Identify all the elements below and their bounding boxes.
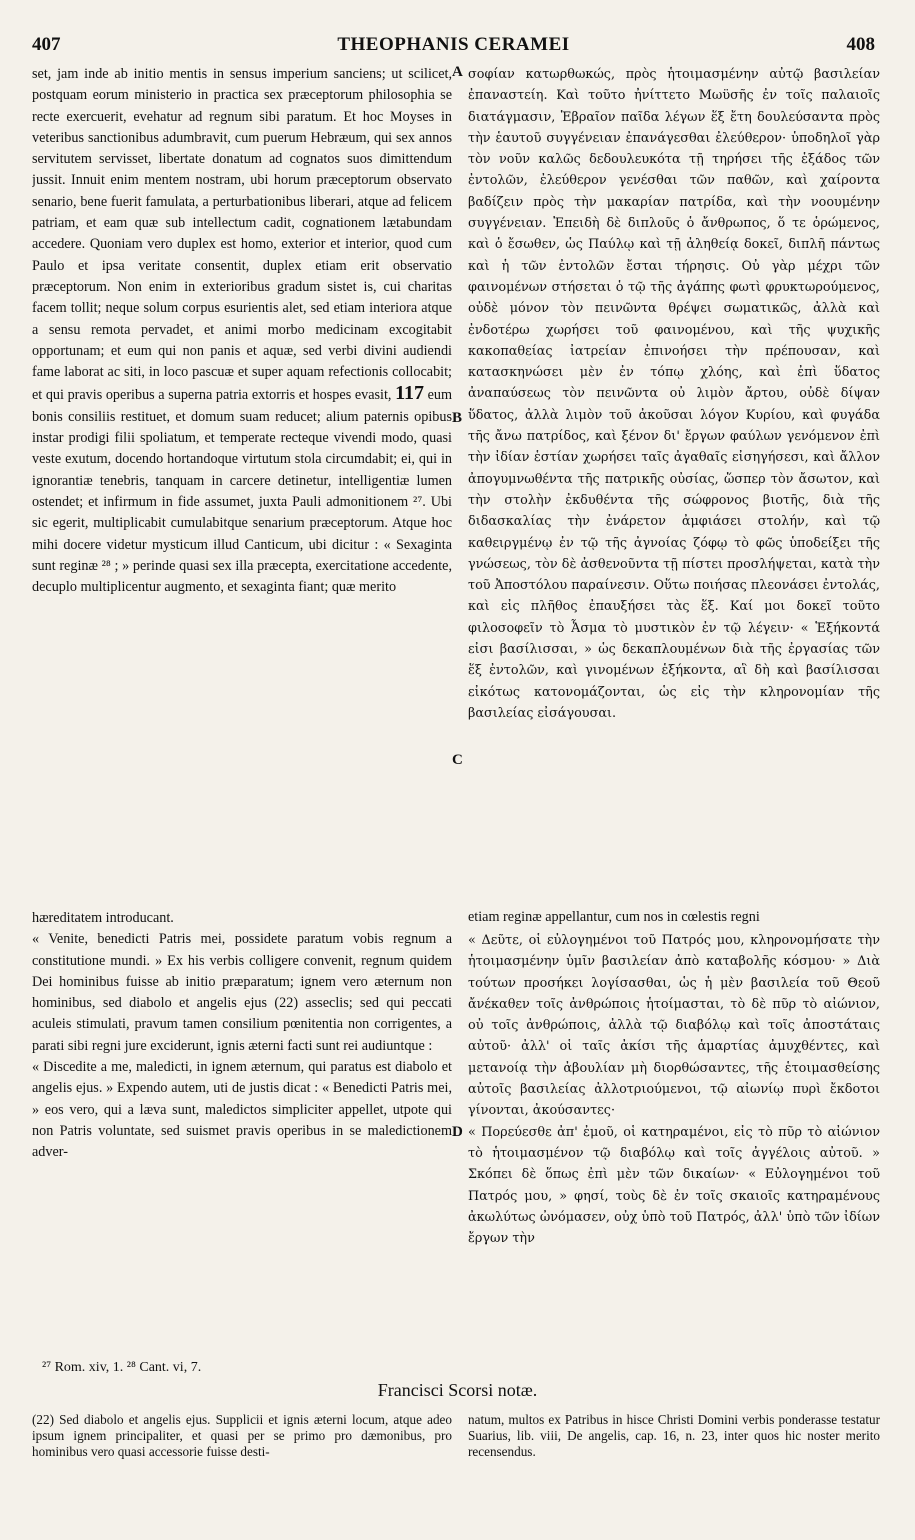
latin-column-upper (32, 64, 452, 886)
latin-text-1: set, jam inde ab initio mentis in sensus imperium sanciens; ut scilicet, postquam eorum ministerio in practica sex præceptorum philosophia se recte exercuerit, evehatur ad regnum sibi paratum. Et hoc Moyses in veteribus sanctionibus adumbravit, cum puerum Hebræum, qui sex annos servitutem servisset, libertate donatum ad cognatos suos dimittendum jussit. Innuit enim mentem nostram, ubi horum præceptorum observato senario, bene fuerit famulata, a perturbationibus liberari, atque ad felicem patriam, et eam quæ sub intellectum cadit, cognationem lætabundam accedere. Quoniam vero duplex est homo, exterior et interior, quod cum Paulo et ipsa veritate consentit, duplex etiam erit observatio præceptorum. Non enim in exterioribus gradum sistet is, cui charitas facem tollit; neque solum corpus esurientis alet, sed etiam interiora atque a sensu remota pervadet, et animi morbo medicinam excogitabit opportunam; et eum qui non panis et aquæ, sed verbi divini audiendi fame laborat ac siti, in loco pascuæ et super aquam refectionis collocabit; et qui pravis operibus a superna patria extorris et hospes evasit, (32, 66, 452, 404)
notes-right-column: natum, multos ex Patribus in hisce Christi Domini verbis ponderasse testatur Suarius, lib. viii, De angelis, cap. 16, n. 23, inter quos hic noster merito recensendus. (468, 1412, 880, 1459)
running-title: THEOPHANIS CERAMEI (337, 34, 570, 55)
greek-column-lower: « Δεῦτε, οἱ εὐλογημένοι τοῦ Πατρός μου, κληρονομήσατε τὴν ἡτοιμασμένην ὑμῖν βασιλείαν ἀπὸ καταβολῆς κόσμου· » Διὰ τούτων προσήκει λογίσασθαι, ὡς ἡ μὲν βασιλεία τοῦ Θεοῦ ἄνέκαθεν τοῖς ἀνθρώποις ἡτοίμασται, τὸ δὲ πῦρ τὸ αἰώνιον, οὐ τοῖς ἀνθρώποις, ἀλλὰ τῷ διαβόλῳ καὶ τοῖς ἀποστάταις αὐτοῦ· ἀλλ' οἱ ταῖς ἀκίσι τῆς ἁμαρτίας ἀμυχθέντες, καὶ μετανοίᾳ τὴν ἀβουλίαν μὴ διορθώσαντες, τῆς ἑτοιμασθείσης αὐτοῖς βασιλείας ἀλλοτριούμενοι, τῷ αἰωνίῳ πυρὶ ἔκδοτοι γίνονται, ἀκούσαντες· « Πορεύεσθε ἀπ' ἐμοῦ, οἱ κατηραμένοι, εἰς τὸ πῦρ τὸ αἰώνιον τὸ ἡτοιμασμένον τῷ διαβόλῳ καὶ τοῖς ἀγγέλοις αὐτοῦ. » Σκόπει δὲ ὅπως ἐπὶ μὲν τῶν δικαίων· « Εὐλογημένοι τοῦ Πατρός μου, » φησί, τοὺς δὲ ἐν τοῖς σκαιοῖς κατηραμένους ἀκωλύτως ὠνόμασεν, οὐχ ὑπὸ τοῦ Πατρός, ἀλλ' ὑπὸ τῶν ἰδίων ἔργων τὴν (468, 933, 880, 1247)
latin-continuation-text: etiam reginæ appellantur, cum nos in cœlestis regni (468, 909, 760, 926)
page-number-right: 408 (846, 34, 875, 55)
section-marker-b: B (452, 410, 463, 426)
latin-text-2: eum bonis consiliis restituet, et domum suam reducet; alium paternis opibus instar prodigi filii spoliatum, et temperate recteque vivendi modo, quasi veste exutum, docendo hortandoque virtutum stola circumdabit; ei, qui in ignorantiæ tenebris, tanquam in carcere detinetur, intelligentiæ lumen ostendet; et infirmum in fide assumet, juxta Pauli admonitionem ²⁷. Ubi sic egerit, multiplicabit cumulabitque senarium præceptorum. Atque hoc mihi docere videtur mysticum illud Canticum, ubi dicitur : « Sexaginta sunt reginæ ²⁸ ; » perinde quasi sex illa præcepta, exercitatione accedente, decuplo multiplicentur augmento, et sexaginta fiant; quæ merito (32, 387, 452, 596)
notes-title: Francisci Scorsi notæ. (377, 1380, 538, 1400)
page-number-left: 407 (32, 34, 61, 55)
section-marker-d: D (452, 1124, 463, 1140)
greek-column-upper: σοφίαν κατωρθωκώς, πρὸς ἡτοιμασμένην αὐτῷ βασιλείαν ἐπαναστείη. Καὶ τοῦτο ἠνίττετο Μωϋσῆς ἐν τοῖς παλαιοῖς διατάγμασιν, Ἑβραῖον παῖδα λέγων ἕξ ἔτη δουλεύσαντα πρὸς τὴν ἑαυτοῦ συγγένειαν ἐπανάγεσθαι ἐλεύθερον· ὑποδηλοῖ γὰρ τὸν νοῦν καλῶς δεδουλευκότα τῇ τηρήσει τῆς ἑξάδος τῶν ἐντολῶν, ἐλεύθερον γενέσθαι τῶν παθῶν, καὶ χαίροντα βαδίζειν πρὸς τὴν μακαρίαν πατρίδα, καὶ τὴν νοουμένην συγγένειαν. Ἐπειδὴ δὲ διπλοῦς ὁ ἄνθρωπος, ὅ τε ὁρώμενος, καὶ ὁ ἔσωθεν, ὡς Παύλῳ καὶ τῇ ἀληθείᾳ δοκεῖ, διπλῆ πάντως καὶ ἡ τῶν ἐντολῶν ἔσται τήρησις. Οὐ γὰρ μέχρι τῶν φαινομένων στήσεται ὁ τῷ τῆς ἀγάπης φωτὶ φρυκτωρούμενος, οὐδὲ μόνον τὸν πεινῶντα θρέψει σωματικῶς, ἀλλὰ καὶ ἐνδοτέρω χωρήσει τοῦ φαινομένου, καὶ τῆς ψυχικῆς κακοπαθείας ἰατρείαν ἐπινοήσει τὴν πρέπουσαν, καὶ κατασκηνώσει μὲν ἐν τόπῳ χλόης, καὶ ἐπὶ ὕδατος ἀναπαύσεως τὸν πεινῶντα οὐ λιμὸν ἄρτου, οὐδὲ δίψαν ὕδατος, ἀλλὰ λιμὸν τοῦ ἀκοῦσαι λόγον Κυρίου, καὶ φυγάδα τῆς ἄνω πατρίδος, καὶ ξένον δι' ἔργων φαύλων γενόμενον ἐπὶ τὴν ἰδίαν ἑστίαν χωρήσει ταῖς ἀγαθαῖς εἰσηγήσεσι, καὶ ἄλλον ἀπογυμνωθέντα τῆς πατρικῆς οὐσίας, ὥσπερ τὸν ἄσωτον, καὶ τὴν στολὴν ἐκδυθέντα τῆς σώφρονος βιοτῆς, διὰ τῆς διδασκαλίας τὴν ἐνάρετον ἀμφιάσει στολήν, καὶ τῷ καθειργμένῳ ἐν τῷ τῆς ἀγνοίας ζόφῳ τὸ φῶς ὑποδείξει τῆς γνώσεως, τὸν δὲ ἀσθενοῦντα τῇ πίστει προσλήψεται, κατὰ τὴν τοῦ Ἀποστόλου παραίνεσιν. Οὕτω ποιήσας πλεονάσει ἐντολάς, καὶ εἰς πλῆθος ἐπαυξήσει τὰς ἕξ. Καί μοι δοκεῖ τοῦτο φιλοσοφεῖν τὸ Ἆσμα τὸ μυστικὸν ἐν τῷ λέγειν· « Ἑξήκοντά εἰσι βασίλισσαι, » ὡς δεκαπλουμένων διὰ τῆς ἐργασίας τῶν ἕξ ἐντολῶν, καὶ γινομένων ἑξήκοντα, αἳ δὴ καὶ βασίλισσαι εἰκότως κατονομάζονται, ὡς εἰς τὴν κληρονομίαν τῆς βασιλείας εἰσάγουσαι. (468, 67, 880, 721)
latin-column-lower: hæreditatem introducant. « Venite, benedicti Patris mei, possidete paratum vobis regnum a constitutione mundi. » Ex his verbis colligere convenit, regnum quidem Dei hominibus fuisse ab initio præparatum; ignem vero æternum non hominibus, sed diabolo et angelis ejus (22) asseclis; sed qui peccati aculeis stimulati, pravum tamen consilium pœnitentia non corrigentes, a parati sibi regni jure exciderunt, ignis æterni facti sunt rei audiuntque : « Discedite a me, maledicti, in ignem æternum, qui paratus est diabolo et angelis ejus. » Expendo autem, uti de justis dicat : « Benedicti Patris mei, » eos vero, qui a læva sunt, maledictos simpliciter appellet, utpote qui non Patris voluntate, sed suismet pravis operibus in se maledictionem adver- (32, 910, 452, 1161)
running-header (32, 34, 875, 58)
section-marker-c: C (452, 752, 463, 768)
section-marker-a: A (452, 64, 463, 80)
latin-page-number: 117 (395, 382, 424, 405)
footnotes: ²⁷ Rom. xiv, 1. ²⁸ Cant. vi, 7. (42, 1360, 202, 1375)
notes-left-column: (22) Sed diabolo et angelis ejus. Supplicii et ignis æterni locum, atque adeo ipsum ignem principaliter, et quasi per se primo pro dæmonibus, pro hominibus vero quasi accessorie fuisse desti- (32, 1412, 452, 1459)
